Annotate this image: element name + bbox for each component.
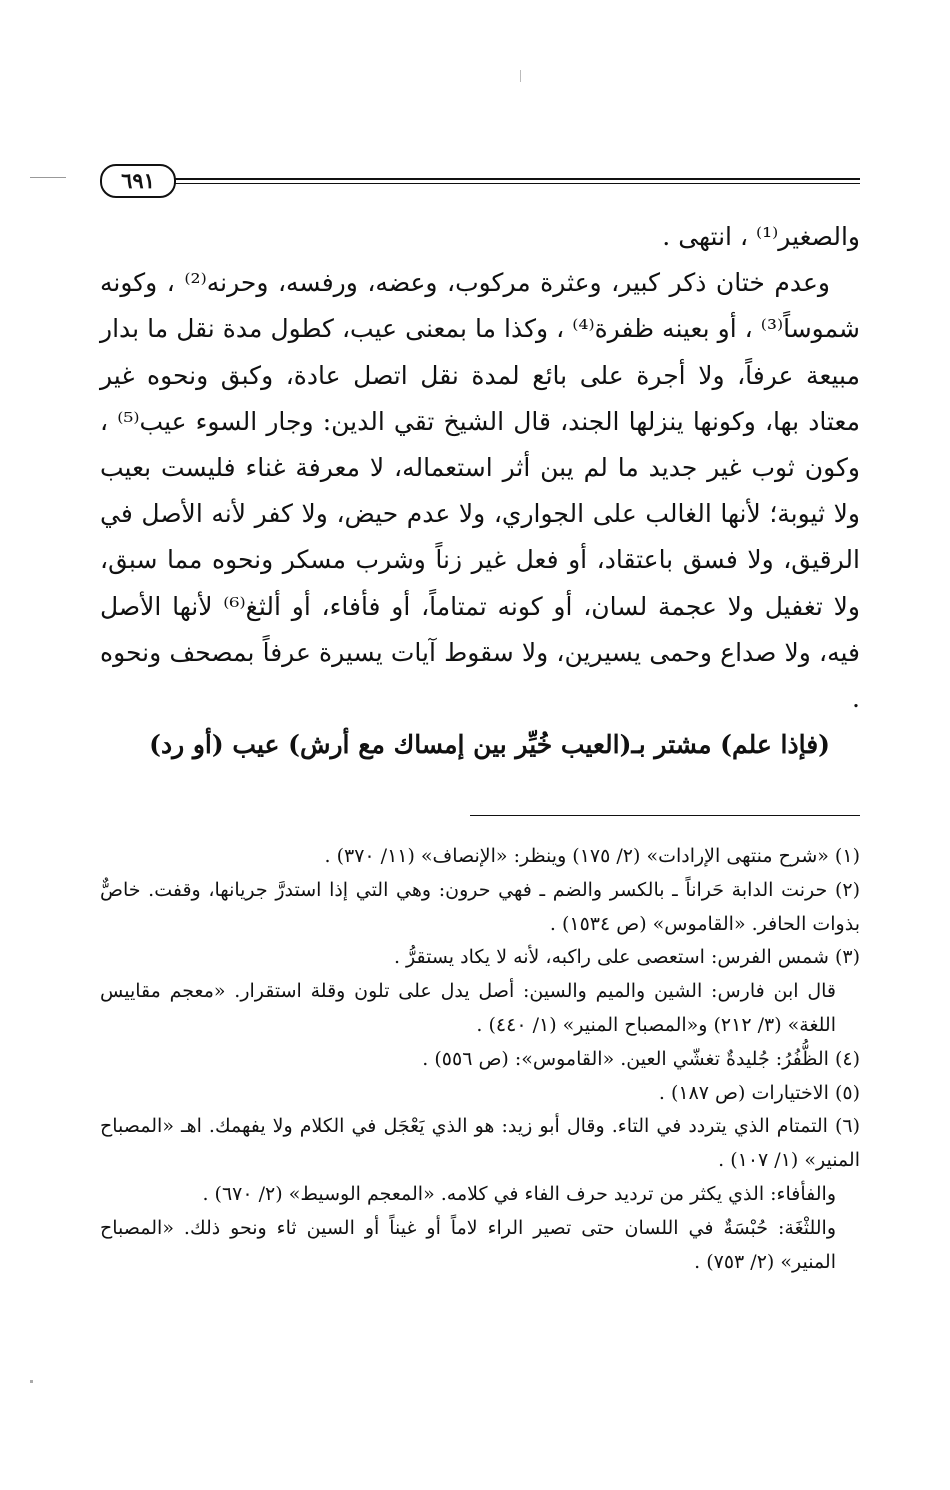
page-number: ٦٩١ <box>100 164 176 198</box>
main-text <box>100 214 860 768</box>
header-rule-thin <box>170 183 860 184</box>
footnotes <box>100 840 860 1279</box>
footnote-separator <box>470 815 860 816</box>
margin-dash <box>30 177 66 178</box>
page-header <box>100 160 860 200</box>
footnote-1: (١) «شرح منتهى الإرادات» (٢/ ١٧٥) وينظر: «الإنصاف» (١١/ ٣٧٠) . <box>324 845 860 867</box>
top-tick-mark <box>520 70 521 82</box>
footnote-3-continuation: قال ابن فارس: الشين والميم والسين: أصل يدل على تلون وقلة استقرار. «معجم مقاييس اللغة» (٣/ ٢١٢) و«المصباح المنير» (١/ ٤٤٠) . <box>100 980 836 1036</box>
footnote-6-luthgha: واللثْغَة: حُبْسَةٌ في اللسان حتى تصير الراء لاماً أو غيناً أو السين ثاء ونحو ذلك. «المصباح المنير» (٢/ ٧٥٣) . <box>100 1216 836 1273</box>
footnote-6-faafaa: والفأفاء: الذي يكثر من ترديد حرف الفاء في كلامه. «المعجم الوسيط» (٢/ ٦٧٠) . <box>202 1182 836 1205</box>
footnote-4: (٤) الظُّفُرُ: جُليدةٌ تغشّي العين. «القاموس»: (ص ٥٥٦) . <box>422 1047 860 1070</box>
footnote-3: (٣) شمس الفرس: استعصى على راكبه، لأنه لا يكاد يستقرُّ . <box>393 946 860 969</box>
paragraph-body: وعدم ختان ذكر كبير، وعثرة مركوب، وعضه، ورفسه، وحرنه⁽²⁾ ، وكونه شموساً⁽³⁾ ، أو بعينه ظفرة⁽⁴⁾ ، وكذا ما بمعنى عيب، كطول مدة نقل ما بدار مبيعة عرفاً، ولا أجرة على بائع لمدة نقل اتصل عادة، وكبق ونحوه غير معتاد بها، وكونها ينزلها الجند، قال الشيخ تقي الدين: وجار السوء عيب⁽⁵⁾ ، وكون ثوب غير جديد ما لم يبن أثر استعماله، لا معرفة غناء فليست بعيب ولا ثيوبة؛ لأنها الغالب على الجواري، ولا عدم حيض، ولا كفر لأنه الأصل في الرقيق، ولا فسق باعتقاد، أو فعل غير زناً وشرب مسكر ونحوه مما سبق، ولا تغفيل ولا عجمة لسان، أو كونه تمتاماً، أو فأفاء، أو ألثغ⁽⁶⁾ لأنها الأصل فيه، ولا صداع وحمى يسيرين، ولا سقوط آيات يسيرة عرفاً بمصحف ونحوه . <box>100 268 861 714</box>
paragraph-ruling: (فإذا علم) مشتر بـ(العيب خُيِّر بين إمساك مع أرش) عيب (أو رد) <box>149 730 830 760</box>
footnote-5: (٥) الاختيارات (ص ١٨٧) . <box>658 1081 860 1104</box>
footnote-6: (٦) التمتام الذي يتردد في التاء. وقال أبو زيد: هو الذي يَعْجَل في الكلام ولا يفهمك. اهـ «المصباح المنير» (١/ ١٠٧) . <box>100 1115 860 1172</box>
margin-speck <box>30 1380 33 1383</box>
footnote-2: (٢) حرنت الدابة حَراناً ـ بالكسر والضم ـ فهي حرون: وهي التي إذا استدرَّ جريانها، وقفت. خاصٌّ بذوات الحافر. «القاموس» (ص ١٥٣٤) . <box>100 878 860 935</box>
paragraph-intro: والصغير⁽¹⁾ ، انتهى . <box>662 222 860 251</box>
header-rule <box>170 178 860 180</box>
